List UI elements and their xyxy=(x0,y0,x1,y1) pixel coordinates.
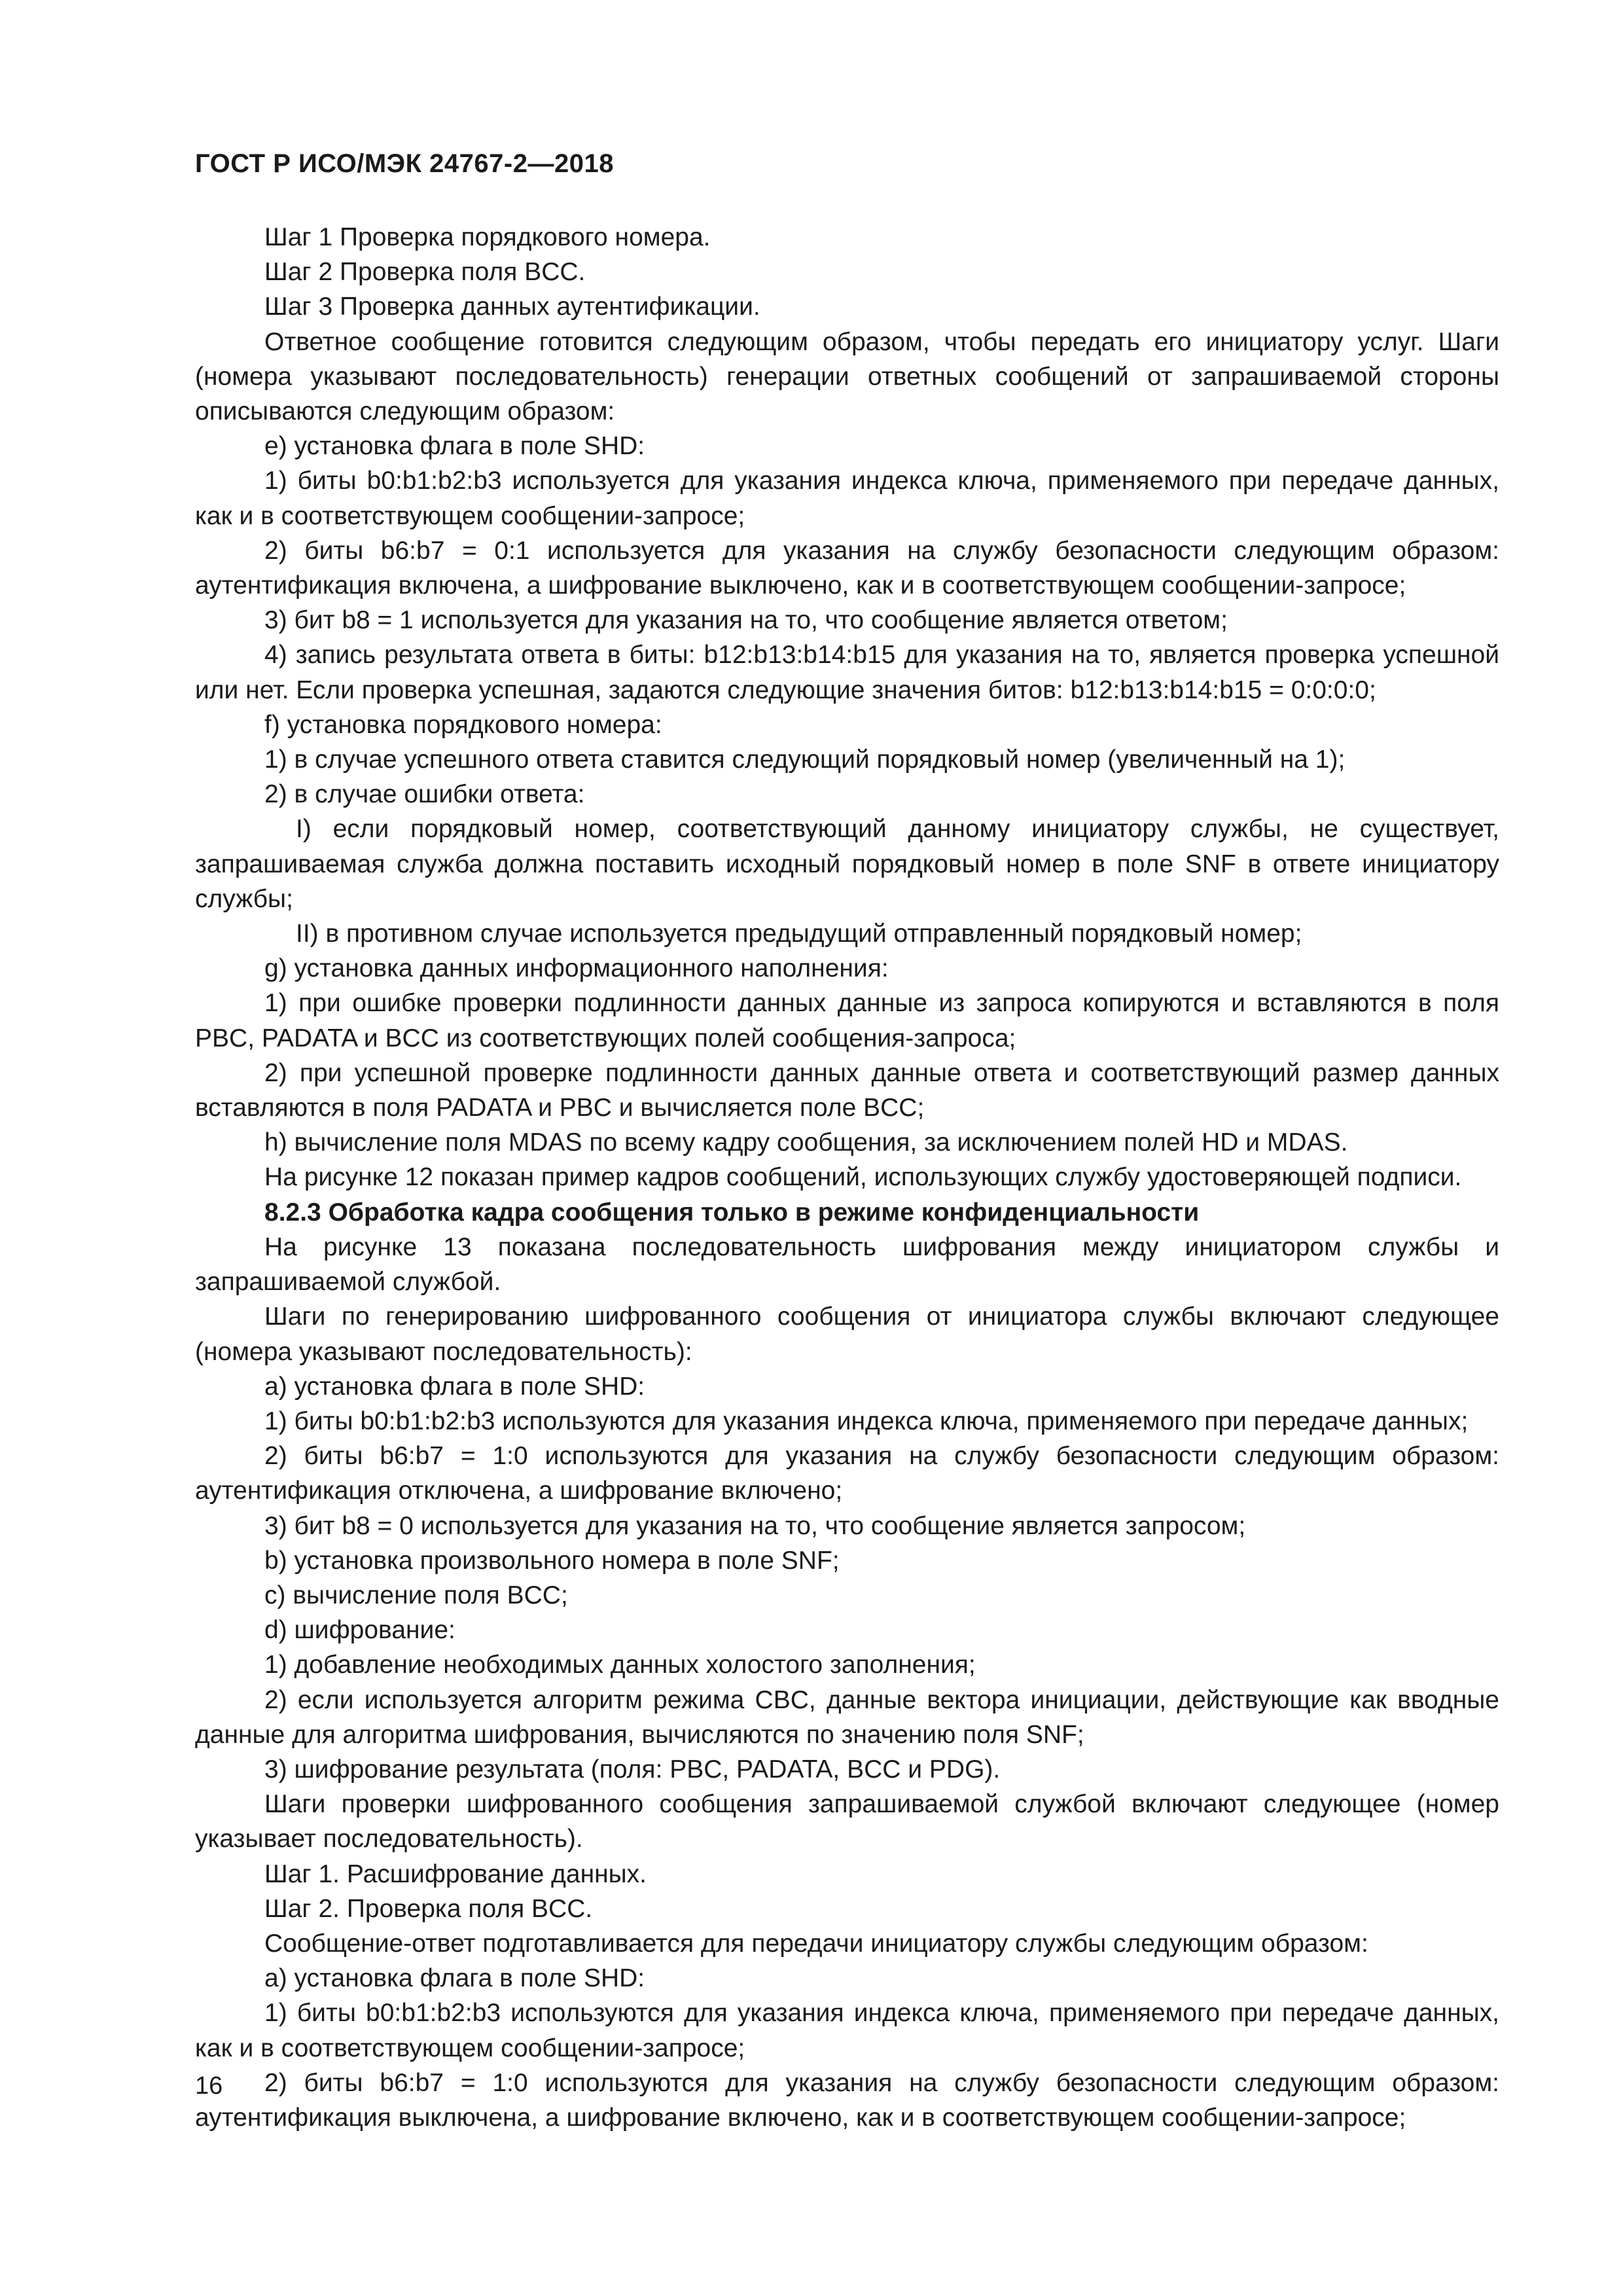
list-item: c) вычисление поля BCC; xyxy=(264,1581,568,1609)
list-item: II) в противном случае используется предыдущий отправленный порядковый номер; xyxy=(296,920,1302,948)
list-item: a) установка флага в поле SHD: xyxy=(264,1964,645,1993)
list-item: 2) при успешной проверке подлинности данных данные ответа и соответствующий размер данных вставляются в поля PADATA и PBC и вычисляется поле BCC; xyxy=(195,1058,1499,1122)
list-item: b) установка произвольного номера в поле SNF; xyxy=(264,1546,840,1575)
paragraph: На рисунке 12 показан пример кадров сообщений, использующих службу удостоверяющей подписи. xyxy=(264,1163,1462,1192)
list-item: I) если порядковый номер, соответствующий данному инициатору службы, не существует, запрашиваемая служба должна поставить исходный порядковый номер в поле SNF в ответе инициатору службы; xyxy=(195,815,1499,913)
list-item: 1) добавление необходимых данных холостого заполнения; xyxy=(264,1651,976,1679)
paragraph: Шаг 2. Проверка поля BCC. xyxy=(264,1894,593,1923)
list-item: 1) биты b0:b1:b2:b3 используются для указания индекса ключа, применяемого при передаче данных; xyxy=(264,1407,1469,1435)
paragraph: Шаги проверки шифрованного сообщения запрашиваемой службой включают следующее (номер указывает последовательность). xyxy=(195,1790,1499,1854)
list-item: 3) бит b8 = 1 используется для указания на то, что сообщение является ответом; xyxy=(264,606,1228,635)
list-item: d) шифрование: xyxy=(264,1616,455,1645)
list-item: a) установка флага в поле SHD: xyxy=(264,1372,645,1401)
list-item: g) установка данных информационного наполнения: xyxy=(264,954,889,983)
list-item: 2) биты b6:b7 = 1:0 используются для указания на службу безопасности следующим образом: аутентификация выключена, а шифрование включено, как и в соответствующем сообщении-запросе; xyxy=(195,2068,1499,2132)
list-item: f) установка порядкового номера: xyxy=(264,710,662,739)
paragraph: Шаг 1. Расшифрование данных. xyxy=(264,1859,647,1888)
section-heading: 8.2.3 Обработка кадра сообщения только в режиме конфиденциальности xyxy=(264,1198,1200,1227)
paragraph: Шаг 2 Проверка поля BCC. xyxy=(264,258,586,287)
list-item: 2) биты b6:b7 = 0:1 используется для указания на службу безопасности следующим образом: аутентификация включена, а шифрование выключено, как и в соответствующем сообщении-запросе; xyxy=(195,536,1499,600)
list-item: 2) в случае ошибки ответа: xyxy=(264,780,585,809)
list-item: 4) запись результата ответа в биты: b12:b13:b14:b15 для указания на то, является проверка успешной или нет. Если проверка успешная, задаются следующие значения битов: b12:b13:b14:b15 = 0:0:0:0; xyxy=(195,641,1499,704)
list-item: 1) биты b0:b1:b2:b3 используется для указания индекса ключа, применяемого при передаче данных, как и в соответствующем сообщении-запросе; xyxy=(195,467,1499,530)
document-header: ГОСТ Р ИСО/МЭК 24767-2—2018 xyxy=(195,149,614,178)
paragraph: На рисунке 13 показана последовательность шифрования между инициатором службы и запрашиваемой службой. xyxy=(195,1232,1499,1297)
paragraph: Шаг 1 Проверка порядкового номера. xyxy=(264,223,711,251)
list-item: 2) биты b6:b7 = 1:0 используются для указания на службу безопасности следующим образом: аутентификация отключена, а шифрование включено; xyxy=(195,1442,1499,1505)
paragraph: Шаги по генерированию шифрованного сообщения от инициатора службы включают следующее (номера указывают последовательность): xyxy=(195,1302,1499,1366)
document-body xyxy=(195,220,1499,2135)
list-item: 1) при ошибке проверки подлинности данных данные из запроса копируются и вставляются в поля PBC, PADATA и BCC из соответствующих полей сообщения-запроса; xyxy=(195,989,1499,1052)
list-item: h) вычисление поля MDAS по всему кадру сообщения, за исключением полей HD и MDAS. xyxy=(264,1128,1348,1157)
list-item: 2) если используется алгоритм режима CBC, данные вектора инициации, действующие как вводные данные для алгоритма шифрования, вычисляются по значению поля SNF; xyxy=(195,1685,1499,1749)
list-item: 3) бит b8 = 0 используется для указания на то, что сообщение является запросом; xyxy=(264,1511,1246,1540)
list-item: 3) шифрование результата (поля: PBC, PADATA, BCC и PDG). xyxy=(264,1755,1001,1784)
list-item: e) установка флага в поле SHD: xyxy=(264,432,645,461)
paragraph: Сообщение-ответ подготавливается для передачи инициатору службы следующим образом: xyxy=(264,1929,1368,1958)
list-item: 1) биты b0:b1:b2:b3 используются для указания индекса ключа, применяемого при передаче данных, как и в соответствующем сообщении-запросе; xyxy=(195,1999,1499,2062)
list-item: 1) в случае успешного ответа ставится следующий порядковый номер (увеличенный на 1); xyxy=(264,745,1346,774)
page-number: 16 xyxy=(195,2072,223,2100)
paragraph: Ответное сообщение готовится следующим образом, чтобы передать его инициатору услуг. Шаги (номера указывают последовательность) генерации ответных сообщений от запрашиваемой стороны описываются следующим образом: xyxy=(195,327,1499,426)
paragraph: Шаг 3 Проверка данных аутентификации. xyxy=(264,293,760,321)
